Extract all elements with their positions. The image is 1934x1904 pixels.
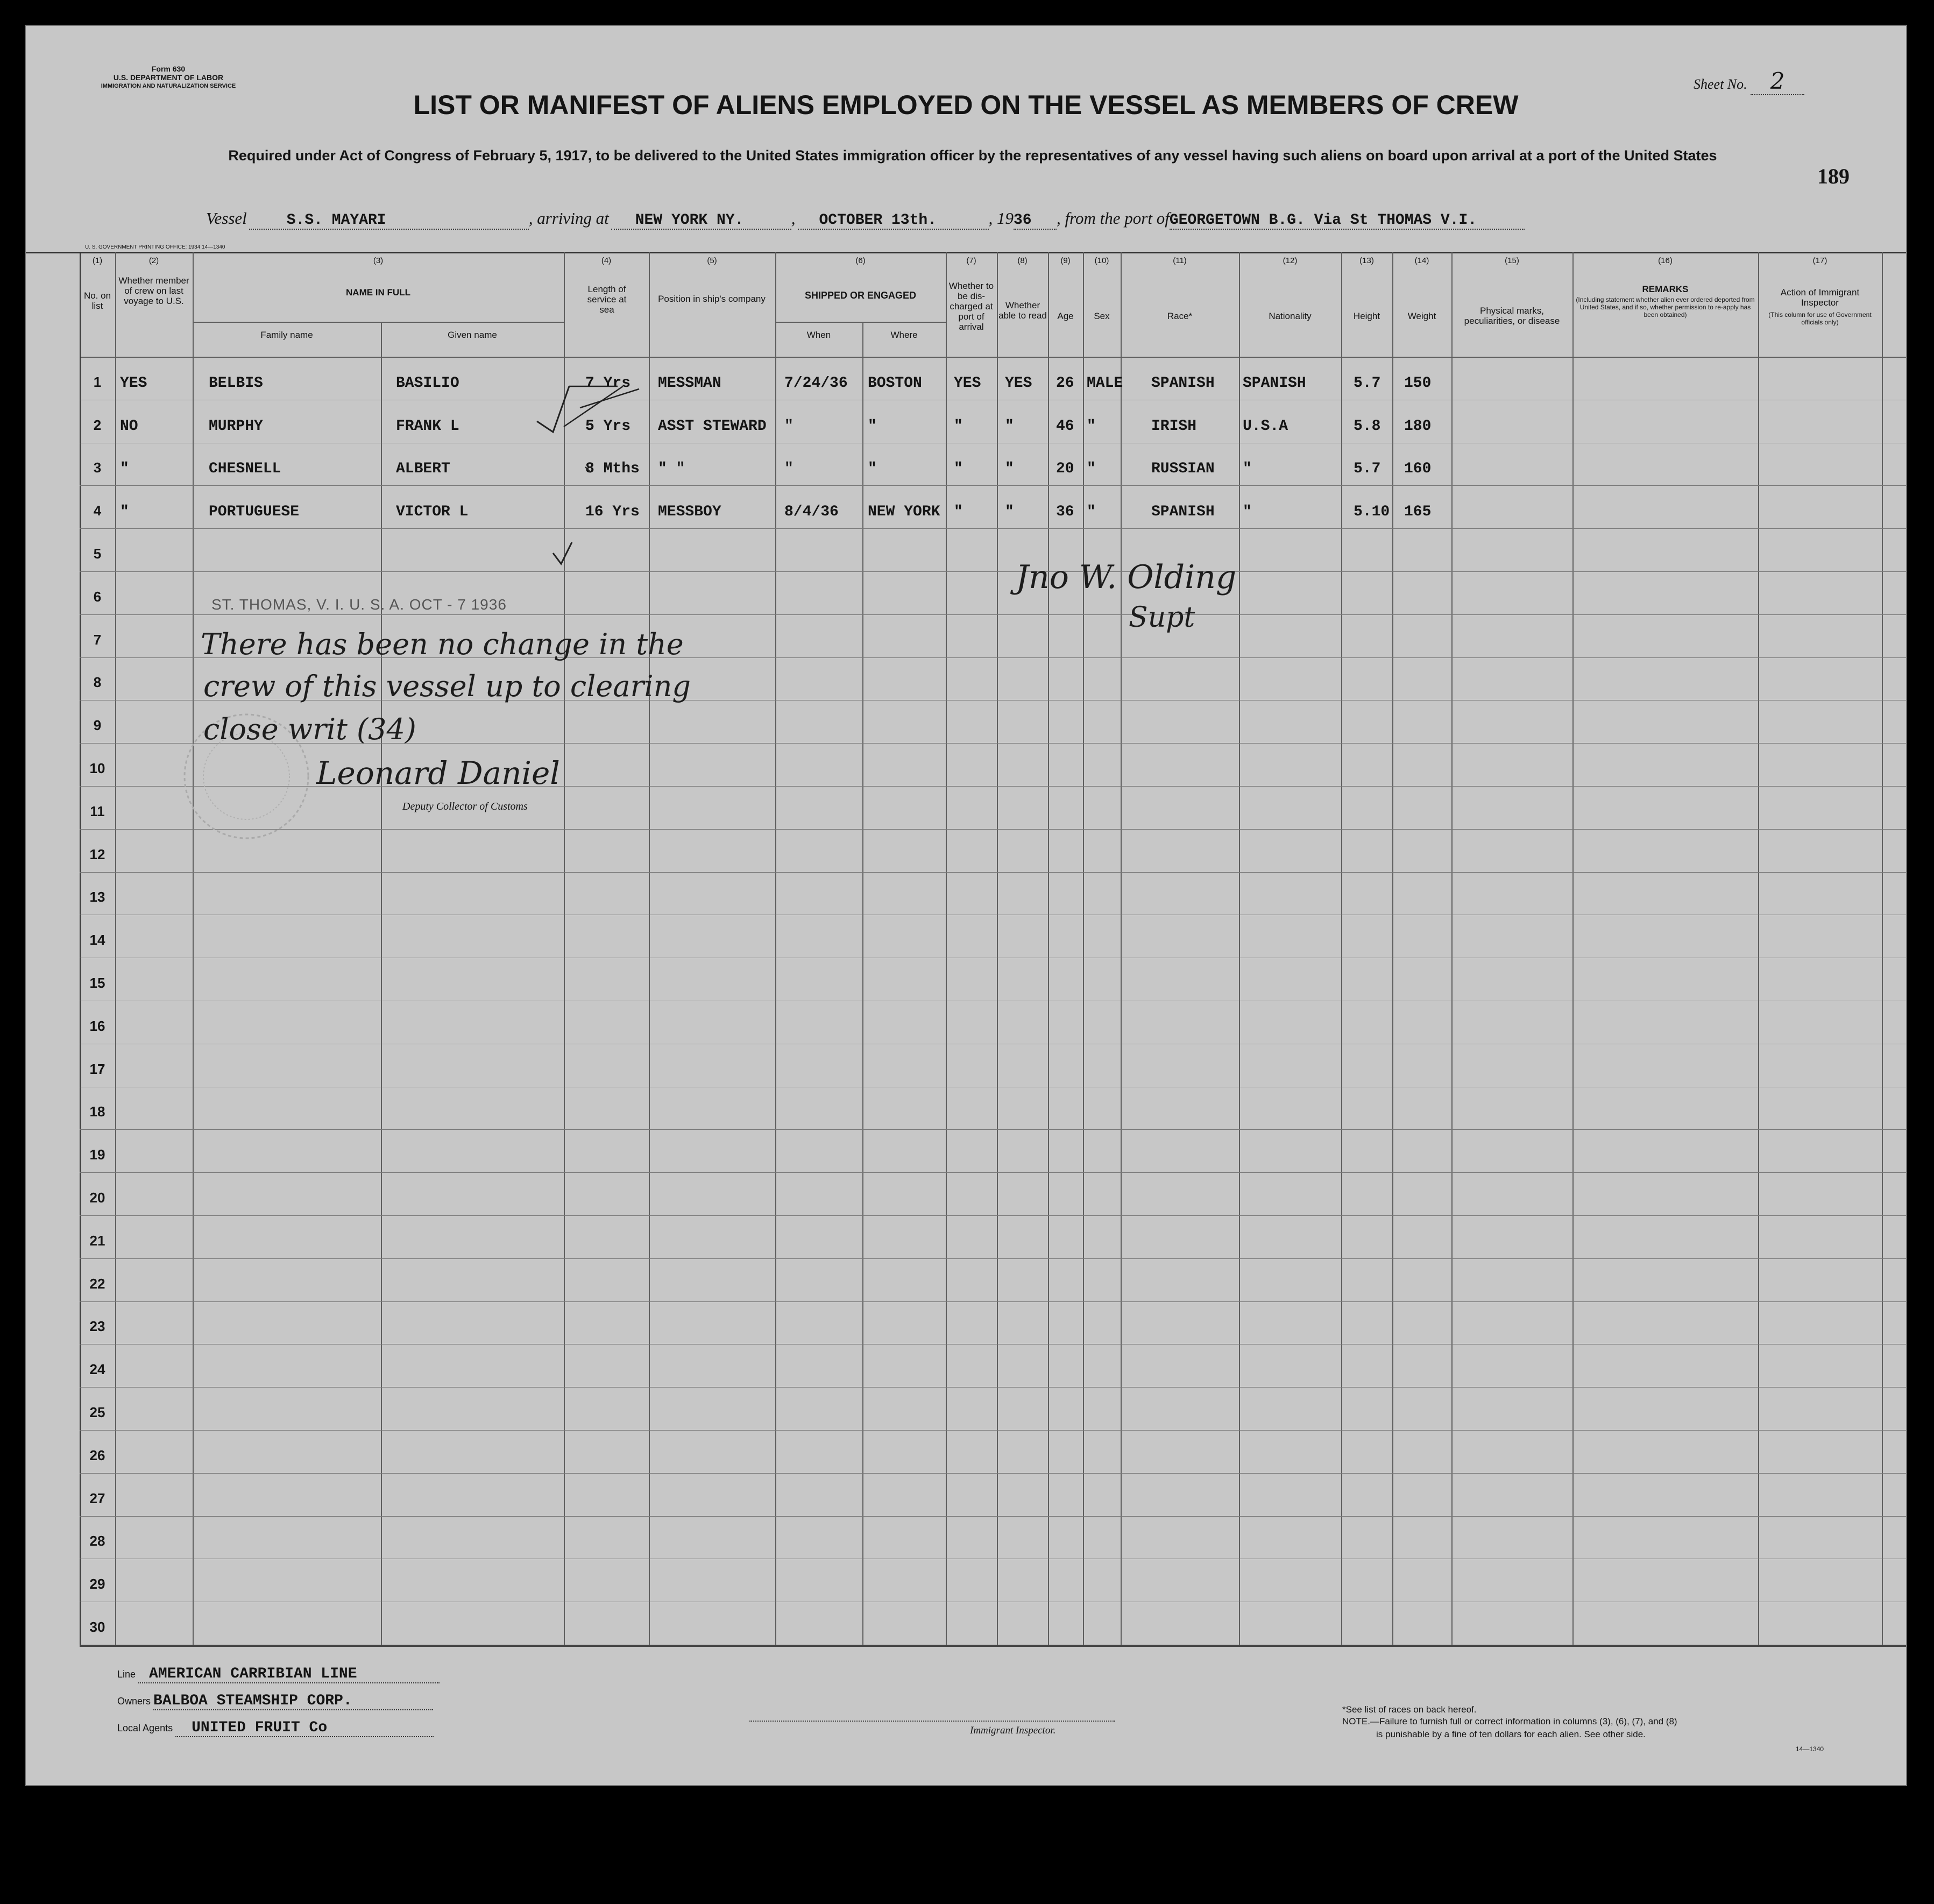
row-number: 24 (89, 1361, 105, 1378)
family-name-cell: MURPHY (209, 417, 263, 435)
master-signature-title: Supt (1129, 601, 1195, 634)
row-rule (80, 1516, 1906, 1517)
shipped-where-cell: NEW YORK (868, 504, 940, 521)
row-number: 10 (89, 760, 105, 776)
column-rule (1392, 252, 1393, 1645)
inspector-signature-line (749, 1721, 1115, 1722)
shipped-when-cell: 8/4/36 (784, 504, 839, 521)
header-discharged: Whether to be dis-charged at port of arrival (948, 281, 994, 332)
column-rule (1048, 252, 1049, 1645)
length-service-cell: 16 Yrs (585, 504, 640, 521)
header-remarks-sub: (Including statement whether alien ever ordered deported from United States, and if so, whether permission to re-apply has been obtained) (1576, 296, 1755, 318)
deputy-label: Deputy Collector of Customs (402, 801, 528, 812)
given-name-cell: FRANK L (396, 417, 459, 435)
name-header-rule (193, 322, 564, 323)
handwritten-note-line-2: crew of this vessel up to clearing (203, 669, 691, 703)
height-cell: 5.10 (1354, 504, 1390, 521)
shipped-where-cell: BOSTON (868, 374, 922, 392)
header-action: Action of Immigrant Inspector (1780, 287, 1860, 308)
deputy-signature: Leonard Daniel (316, 755, 560, 791)
header-age: Age (1057, 311, 1074, 321)
col-num-2: (2) (148, 256, 159, 265)
row-rule (80, 1258, 1906, 1259)
able-read-cell: " (1005, 417, 1014, 435)
header-physical: Physical marks, peculiarities, or disease (1464, 306, 1560, 326)
height-cell: 5.8 (1354, 417, 1381, 435)
col-num-6: (6) (855, 256, 866, 265)
col-num-7: (7) (966, 256, 976, 265)
position-cell: " " (658, 461, 685, 478)
vessel-name: S.S. MAYARI (249, 212, 529, 230)
owners-label: Owners (117, 1696, 151, 1707)
line-label: Line (117, 1669, 136, 1680)
discharge-cell: YES (954, 374, 981, 392)
agents-value: UNITED FRUIT Co (175, 1719, 434, 1737)
header-no-on-list: No. on list (83, 291, 111, 311)
footer-agents (117, 1719, 434, 1737)
column-rule (862, 322, 863, 1645)
col-num-17: (17) (1812, 256, 1827, 265)
age-cell: 20 (1056, 461, 1074, 478)
col-num-14: (14) (1414, 256, 1429, 265)
header-action-sub: (This column for use of Government officials only) (1768, 311, 1872, 326)
master-signature: Jno W. Olding (1016, 558, 1237, 596)
col-num-10: (10) (1094, 256, 1109, 265)
row-rule (80, 614, 1906, 615)
column-rule (775, 252, 776, 1645)
col-num-4: (4) (601, 256, 612, 265)
able-read-cell: " (1005, 504, 1014, 521)
column-rule (381, 322, 382, 1645)
nationality-cell: U.S.A (1243, 417, 1288, 435)
nationality-cell: SPANISH (1243, 374, 1306, 392)
row-rule (80, 872, 1906, 873)
family-name-cell: BELBIS (209, 374, 263, 392)
header-length-service: Length of service at sea (587, 284, 627, 315)
sex-cell: " (1087, 461, 1096, 478)
row-rule (80, 571, 1906, 572)
weight-cell: 150 (1404, 374, 1432, 392)
row-number: 27 (89, 1490, 105, 1506)
page-subtitle: Required under Act of Congress of February 5, 1917, to be delivered to the United States immigration officer by the representatives of any vessel having such aliens on board upon arrival at a port of the United States (228, 147, 1717, 164)
header-when: When (806, 330, 831, 340)
arriving-label: , arriving at (528, 209, 609, 228)
given-name-cell: BASILIO (396, 374, 459, 392)
from-port: GEORGETOWN B.G. Via St THOMAS V.I. (1170, 212, 1525, 230)
row-number: 12 (89, 846, 105, 862)
header-position: Position in ship's company (658, 294, 766, 304)
column-rule (946, 252, 947, 1645)
header-remarks: REMARKS (1642, 284, 1689, 294)
weight-cell: 165 (1404, 504, 1432, 521)
form-identity (80, 65, 257, 90)
row-number: 2 (93, 416, 102, 433)
family-name-cell: PORTUGUESE (209, 504, 300, 521)
column-rule (1083, 252, 1084, 1645)
manifest-sheet (25, 25, 1907, 1786)
header-height: Height (1353, 311, 1380, 321)
row-number: 26 (89, 1447, 105, 1463)
table-bottom-rule (80, 1645, 1906, 1647)
position-cell: ASST STEWARD (658, 417, 767, 435)
column-rule (1451, 252, 1453, 1645)
member-cell: NO (120, 417, 138, 435)
shipped-header-rule (775, 322, 946, 323)
header-member-last-voyage: Whether member of crew on last voyage to U.S. (118, 275, 189, 306)
footer-form-code: 14—1340 (1796, 1745, 1824, 1753)
shipped-where-cell: " (868, 461, 877, 478)
row-number: 25 (89, 1404, 105, 1420)
row-number: 19 (89, 1146, 105, 1163)
row-number: 3 (93, 459, 102, 476)
from-port-label: , from the port of (1057, 209, 1170, 228)
row-number: 18 (89, 1103, 105, 1120)
service-name: IMMIGRATION AND NATURALIZATION SERVICE (101, 83, 236, 89)
row-number: 29 (89, 1576, 105, 1592)
discharge-cell: " (954, 461, 963, 478)
row-number: 16 (89, 1017, 105, 1034)
column-rule (1882, 252, 1883, 1645)
length-service-cell: 8 Mths (585, 461, 640, 478)
agents-label: Local Agents (117, 1723, 173, 1733)
header-where: Where (890, 330, 918, 340)
col-num-16: (16) (1658, 256, 1673, 265)
given-name-cell: VICTOR L (396, 504, 469, 521)
vessel-label: Vessel (206, 209, 247, 228)
col-num-12: (12) (1283, 256, 1298, 265)
header-sex: Sex (1094, 311, 1110, 321)
column-rule (1239, 252, 1240, 1645)
race-cell: IRISH (1151, 417, 1197, 435)
row-rule (80, 1215, 1906, 1216)
row-rule (80, 1129, 1906, 1130)
column-rule (1121, 252, 1122, 1645)
customs-stamp: ST. THOMAS, V. I. U. S. A. OCT - 7 1936 (211, 596, 507, 613)
able-read-cell: YES (1005, 374, 1032, 392)
row-number: 14 (89, 932, 105, 949)
given-name-cell: ALBERT (396, 461, 450, 478)
footer-note-3: is punishable by a fine of ten dollars for each alien. See other side. (1376, 1729, 1646, 1739)
shipped-when-cell: " (784, 461, 794, 478)
row-number: 1 (93, 373, 102, 390)
col-num-3: (3) (373, 256, 384, 265)
weight-cell: 180 (1404, 417, 1432, 435)
weight-cell: 160 (1404, 461, 1432, 478)
year-suffix: 36 (1014, 212, 1057, 230)
row-number: 11 (90, 803, 105, 819)
row-number: 20 (89, 1190, 105, 1206)
inspector-label: Immigrant Inspector. (970, 1725, 1056, 1736)
row-rule (80, 1172, 1906, 1173)
page-number: 189 (1817, 164, 1850, 188)
member-cell: YES (120, 374, 147, 392)
position-cell: MESSBOY (658, 504, 721, 521)
header-given-name: Given name (448, 330, 497, 340)
header-name-in-full: NAME IN FULL (346, 287, 410, 298)
column-rule (1758, 252, 1759, 1645)
height-cell: 5.7 (1354, 461, 1381, 478)
row-rule (80, 829, 1906, 830)
member-cell: " (120, 504, 129, 521)
row-number: 23 (89, 1318, 105, 1335)
row-number: 22 (89, 1275, 105, 1292)
owners-value: BALBOA STEAMSHIP CORP. (153, 1693, 433, 1710)
row-rule (80, 1301, 1906, 1302)
race-cell: SPANISH (1151, 374, 1215, 392)
position-cell: MESSMAN (658, 374, 721, 392)
row-number: 5 (93, 546, 102, 562)
row-rule (80, 1430, 1906, 1431)
col-num-5: (5) (707, 256, 717, 265)
row-number: 6 (93, 588, 102, 605)
header-race: Race* (1167, 311, 1193, 321)
column-rule (997, 252, 998, 1645)
col-num-13: (13) (1359, 256, 1374, 265)
printing-office: U. S. GOVERNMENT PRINTING OFFICE: 1934 14—1340 (85, 244, 225, 250)
family-name-cell: CHESNELL (209, 461, 281, 478)
able-read-cell: " (1005, 461, 1014, 478)
sex-cell: " (1087, 417, 1096, 435)
column-rule (193, 252, 194, 1645)
header-shipped: SHIPPED OR ENGAGED (804, 290, 917, 301)
column-rule (115, 252, 116, 1645)
row-number: 4 (93, 502, 102, 519)
height-cell: 5.7 (1354, 374, 1381, 392)
row-number: 8 (93, 674, 102, 691)
age-cell: 46 (1056, 417, 1074, 435)
nationality-cell: " (1243, 461, 1252, 478)
footer-note-2: NOTE.—Failure to furnish full or correct information in columns (3), (6), (7), and (8) (1342, 1716, 1677, 1726)
nationality-cell: " (1243, 504, 1252, 521)
header-weight: Weight (1407, 311, 1436, 321)
shipped-when-cell: " (784, 417, 794, 435)
shipped-where-cell: " (868, 417, 877, 435)
race-cell: SPANISH (1151, 504, 1215, 521)
header-able-read: Whether able to read (998, 300, 1047, 321)
race-cell: RUSSIAN (1151, 461, 1215, 478)
form-number: Form 630 (151, 65, 186, 73)
col-num-1: (1) (92, 256, 103, 265)
arriving-port: NEW YORK NY. (611, 212, 791, 230)
row-number: 21 (89, 1232, 105, 1249)
col-num-15: (15) (1505, 256, 1519, 265)
row-rule (80, 1473, 1906, 1474)
row-rule (80, 528, 1906, 529)
sex-cell: MALE (1087, 374, 1123, 392)
col-num-8: (8) (1017, 256, 1028, 265)
row-rule (80, 485, 1906, 486)
checkmarks (532, 376, 693, 575)
footer-line (117, 1666, 440, 1683)
row-number: 13 (89, 889, 105, 905)
department-name: U.S. DEPARTMENT OF LABOR (113, 73, 224, 82)
col-num-11: (11) (1173, 256, 1187, 265)
page-title: LIST OR MANIFEST OF ALIENS EMPLOYED ON THE VESSEL AS MEMBERS OF CREW (413, 90, 1519, 120)
row-number: 28 (89, 1533, 105, 1549)
row-number: 9 (93, 717, 102, 734)
sheet-number-label: Sheet No. (1694, 76, 1747, 92)
row-number: 17 (89, 1060, 105, 1077)
header-bottom-rule (80, 357, 1906, 358)
voyage-line: Vessel S.S. MAYARI , arriving at NEW YORK NY. , OCTOBER 13th. , 1936 , from the port ofGEORGETOWN B.G. Via St THOMAS V.I. (206, 209, 1525, 236)
handwritten-note-line-3: close writ (34) (203, 712, 416, 746)
length-service-cell: 5 Yrs (585, 417, 631, 435)
length-service-cell: 7 Yrs (585, 374, 631, 392)
arrival-date: OCTOBER 13th. (798, 212, 989, 230)
footer-owners (117, 1693, 433, 1710)
column-rule (1572, 252, 1574, 1645)
col-num-9: (9) (1060, 256, 1071, 265)
row-number: 30 (89, 1619, 105, 1635)
header-nationality: Nationality (1269, 311, 1312, 321)
age-cell: 26 (1056, 374, 1074, 392)
row-rule (80, 1387, 1906, 1388)
age-cell: 36 (1056, 504, 1074, 521)
sheet-number-value: 2 (1751, 68, 1804, 95)
discharge-cell: " (954, 504, 963, 521)
shipped-when-cell: 7/24/36 (784, 374, 848, 392)
row-number: 15 (89, 975, 105, 991)
row-number: 7 (93, 631, 102, 648)
member-cell: " (120, 461, 129, 478)
line-value: AMERICAN CARRIBIAN LINE (138, 1666, 440, 1683)
sex-cell: " (1087, 504, 1096, 521)
header-family-name: Family name (260, 330, 313, 340)
year-prefix: , 19 (988, 209, 1014, 228)
table-top-rule (26, 252, 1906, 253)
footer-note-1: *See list of races on back hereof. (1342, 1704, 1477, 1715)
column-rule (1341, 252, 1342, 1645)
handwritten-note-line-1: There has been no change in the (201, 627, 684, 661)
discharge-cell: " (954, 417, 963, 435)
